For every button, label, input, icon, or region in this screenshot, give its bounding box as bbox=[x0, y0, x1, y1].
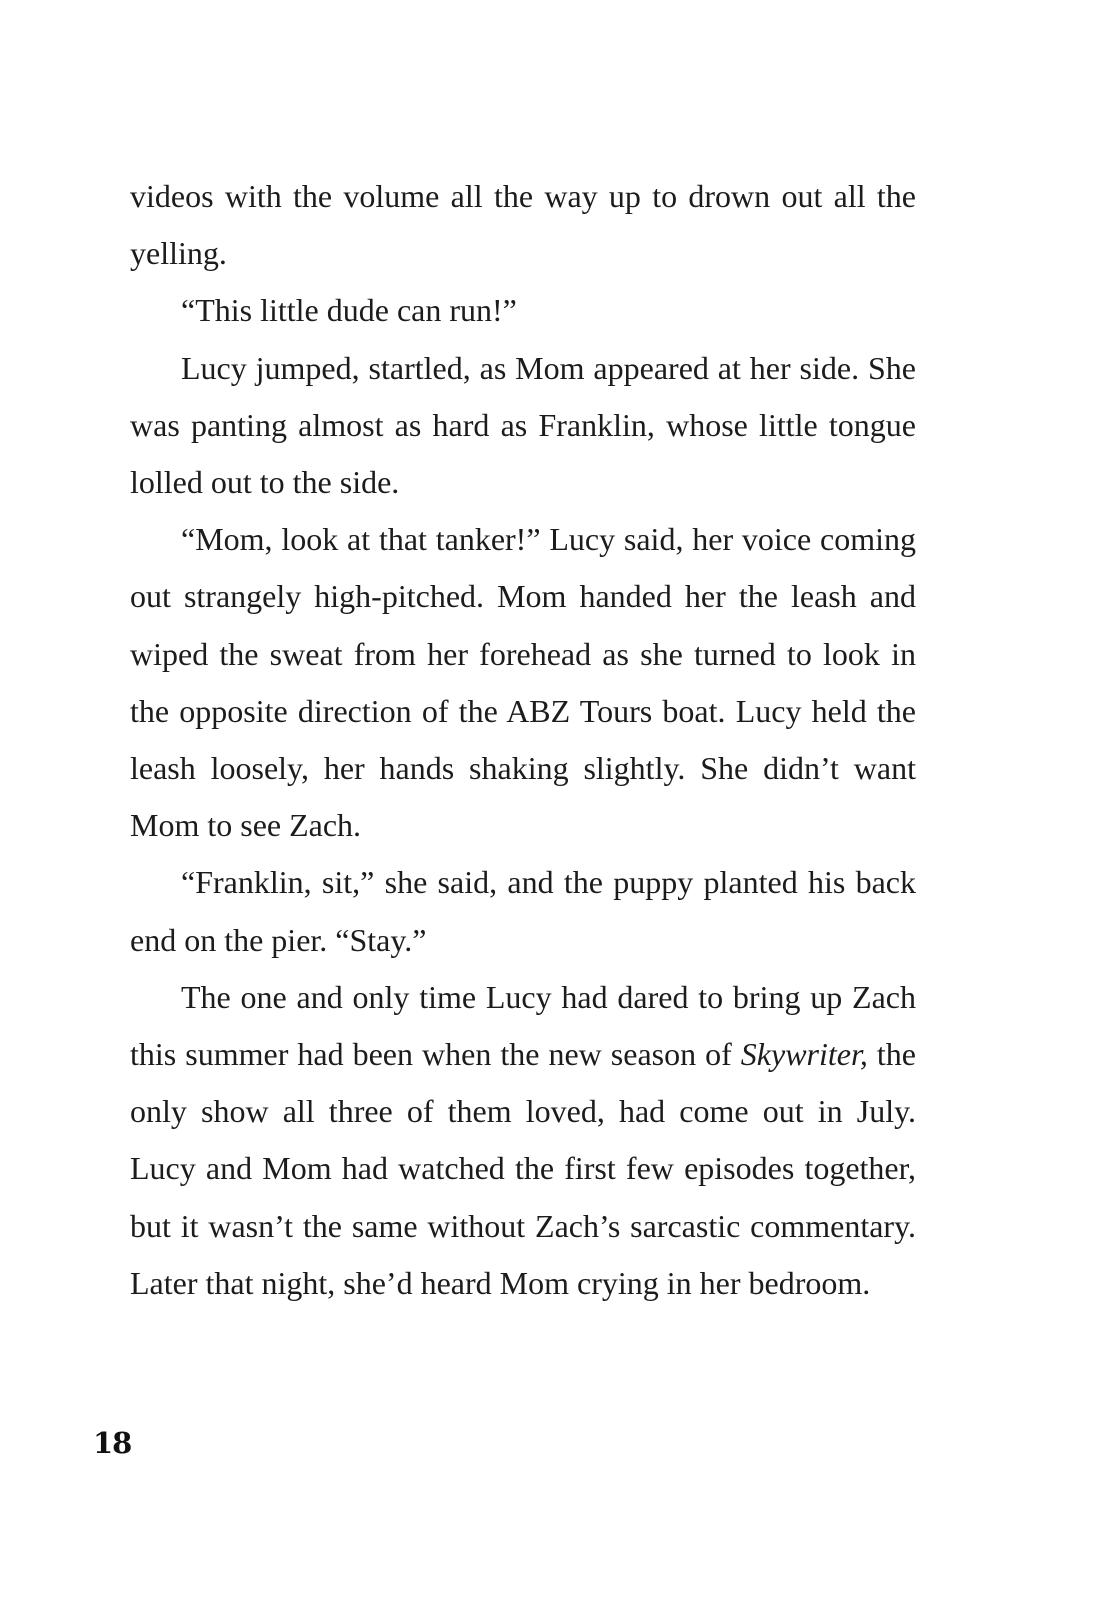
text-segment: Lucy jumped, startled, as Mom appeared at her side. She was panting almost as hard as Franklin, whose little tongue lolled out to the side. bbox=[130, 349, 916, 501]
body-text bbox=[130, 168, 916, 1312]
paragraph bbox=[130, 168, 916, 282]
text-segment: “Mom, look at that tanker!” Lucy said, her voice coming out strangely high-pitched. Mom handed her the leash and wiped the sweat from her forehead as she turned to look in the opposite direction of the ABZ Tours boat. Lucy held the leash loosely, her hands shaking slightly. She didn’t want Mom to see Zach. bbox=[130, 521, 916, 844]
paragraph bbox=[130, 854, 916, 968]
paragraph bbox=[130, 340, 916, 512]
paragraph bbox=[130, 511, 916, 854]
text-segment: videos with the volume all the way up to drown out all the yelling. bbox=[130, 178, 916, 272]
text-segment: the only show all three of them loved, had come out in July. Lucy and Mom had watched the first few episodes together, but it wasn’t the same without Zach’s sarcastic commentary. Later that night, she’d heard Mom crying in her bedroom. bbox=[130, 1036, 917, 1301]
page-number: 18 bbox=[93, 1426, 132, 1460]
text-segment: “Franklin, sit,” she said, and the puppy planted his back end on the pier. “Stay.” bbox=[130, 864, 916, 958]
paragraph bbox=[130, 969, 916, 1312]
italic-text-segment: Skywriter, bbox=[740, 1036, 868, 1073]
paragraph bbox=[130, 282, 916, 339]
text-segment: “This little dude can run!” bbox=[181, 292, 517, 329]
text-segment: The one and only time Lucy had dared to bring up Zach this summer had been when the new season of bbox=[130, 978, 916, 1073]
